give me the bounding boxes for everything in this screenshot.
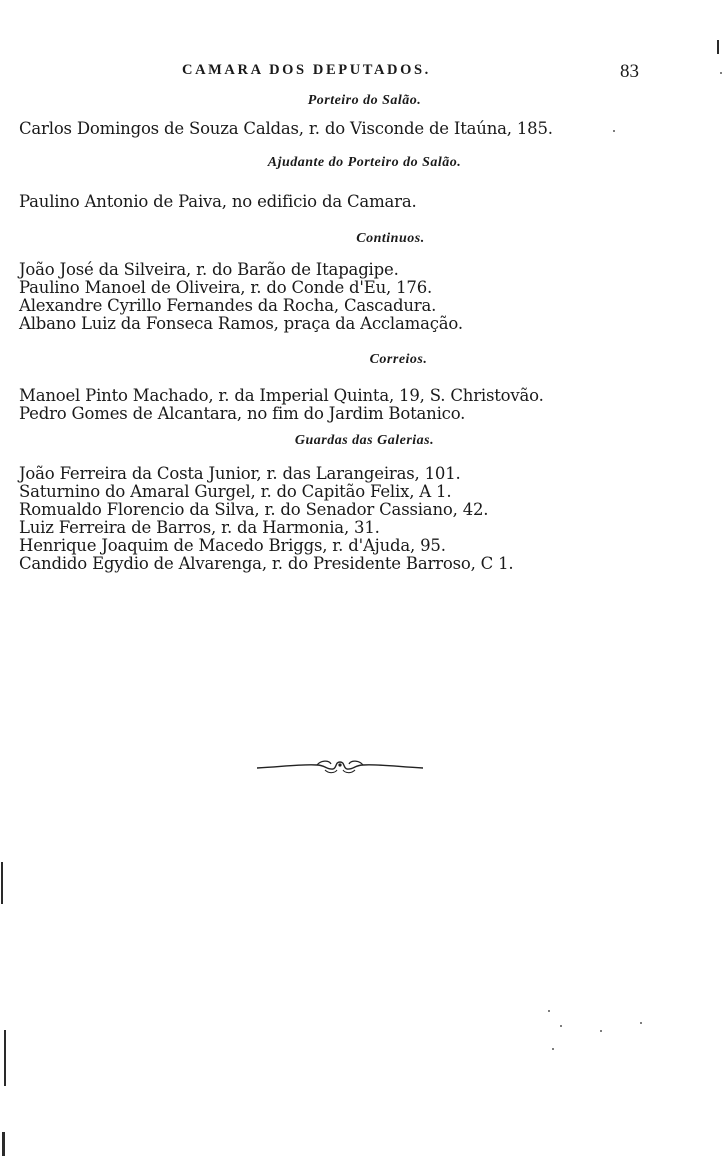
- scan-speck: [600, 1030, 602, 1032]
- section-heading-porteiro: [0, 93, 725, 109]
- section-heading-correios: [0, 352, 725, 368]
- page-number: 83: [620, 61, 639, 82]
- scan-edge-mark: [2, 1132, 5, 1156]
- section-heading-text: Porteiro do Salão.: [307, 93, 422, 108]
- list-item: Carlos Domingos de Souza Caldas, r. do Visconde de Itaúna, 185.: [19, 119, 553, 138]
- section-heading-text: Guardas das Galerias.: [294, 433, 435, 448]
- scan-edge-mark: [717, 40, 719, 54]
- list-item: João José da Silveira, r. do Barão de Itapagipe.: [19, 260, 399, 279]
- list-continuos: [19, 261, 463, 333]
- list-guardas: [19, 465, 513, 573]
- list-item: Romualdo Florencio da Silva, r. do Senador Cassiano, 42.: [19, 500, 489, 519]
- list-porteiro: [19, 120, 553, 138]
- scan-speck: [552, 1048, 554, 1050]
- tailpiece-flourish-icon: [255, 756, 425, 776]
- list-item: Paulino Antonio de Paiva, no edificio da Camara.: [19, 192, 417, 211]
- list-item: Albano Luiz da Fonseca Ramos, praça da Acclamação.: [19, 314, 463, 333]
- scan-speck: [613, 130, 615, 132]
- section-heading-text: Ajudante do Porteiro do Salão.: [267, 155, 462, 170]
- scan-speck: [560, 1025, 562, 1027]
- section-heading-guardas: [0, 433, 725, 449]
- list-item: Henrique Joaquim de Macedo Briggs, r. d'Ajuda, 95.: [19, 536, 446, 555]
- list-item: Alexandre Cyrillo Fernandes da Rocha, Cascadura.: [19, 296, 437, 315]
- list-item: Pedro Gomes de Alcantara, no fim do Jardim Botanico.: [19, 404, 466, 423]
- section-heading-text: Correios.: [369, 352, 428, 367]
- section-heading-continuos: [0, 231, 725, 247]
- list-item: Candido Egydio de Alvarenga, r. do Presidente Barroso, C 1.: [19, 554, 514, 573]
- list-item: João Ferreira da Costa Junior, r. das Larangeiras, 101.: [19, 464, 461, 483]
- list-item: Paulino Manoel de Oliveira, r. do Conde d'Eu, 176.: [19, 278, 433, 297]
- list-item: Saturnino do Amaral Gurgel, r. do Capitão Felix, A 1.: [19, 482, 452, 501]
- section-heading-ajudante: [0, 155, 725, 171]
- list-item: Luiz Ferreira de Barros, r. da Harmonia, 31.: [19, 518, 380, 537]
- list-correios: [19, 387, 544, 423]
- running-title: CAMARA DOS DEPUTADOS.: [182, 62, 431, 78]
- scan-speck: [720, 72, 722, 74]
- list-ajudante: [19, 193, 417, 211]
- section-heading-text: Continuos.: [356, 231, 425, 246]
- scan-edge-mark: [1, 862, 3, 904]
- scan-speck: [640, 1022, 642, 1024]
- scan-speck: [548, 1010, 550, 1012]
- list-item: Manoel Pinto Machado, r. da Imperial Quinta, 19, S. Christovão.: [19, 386, 544, 405]
- running-head: [0, 62, 725, 86]
- scan-edge-mark: [4, 1030, 6, 1086]
